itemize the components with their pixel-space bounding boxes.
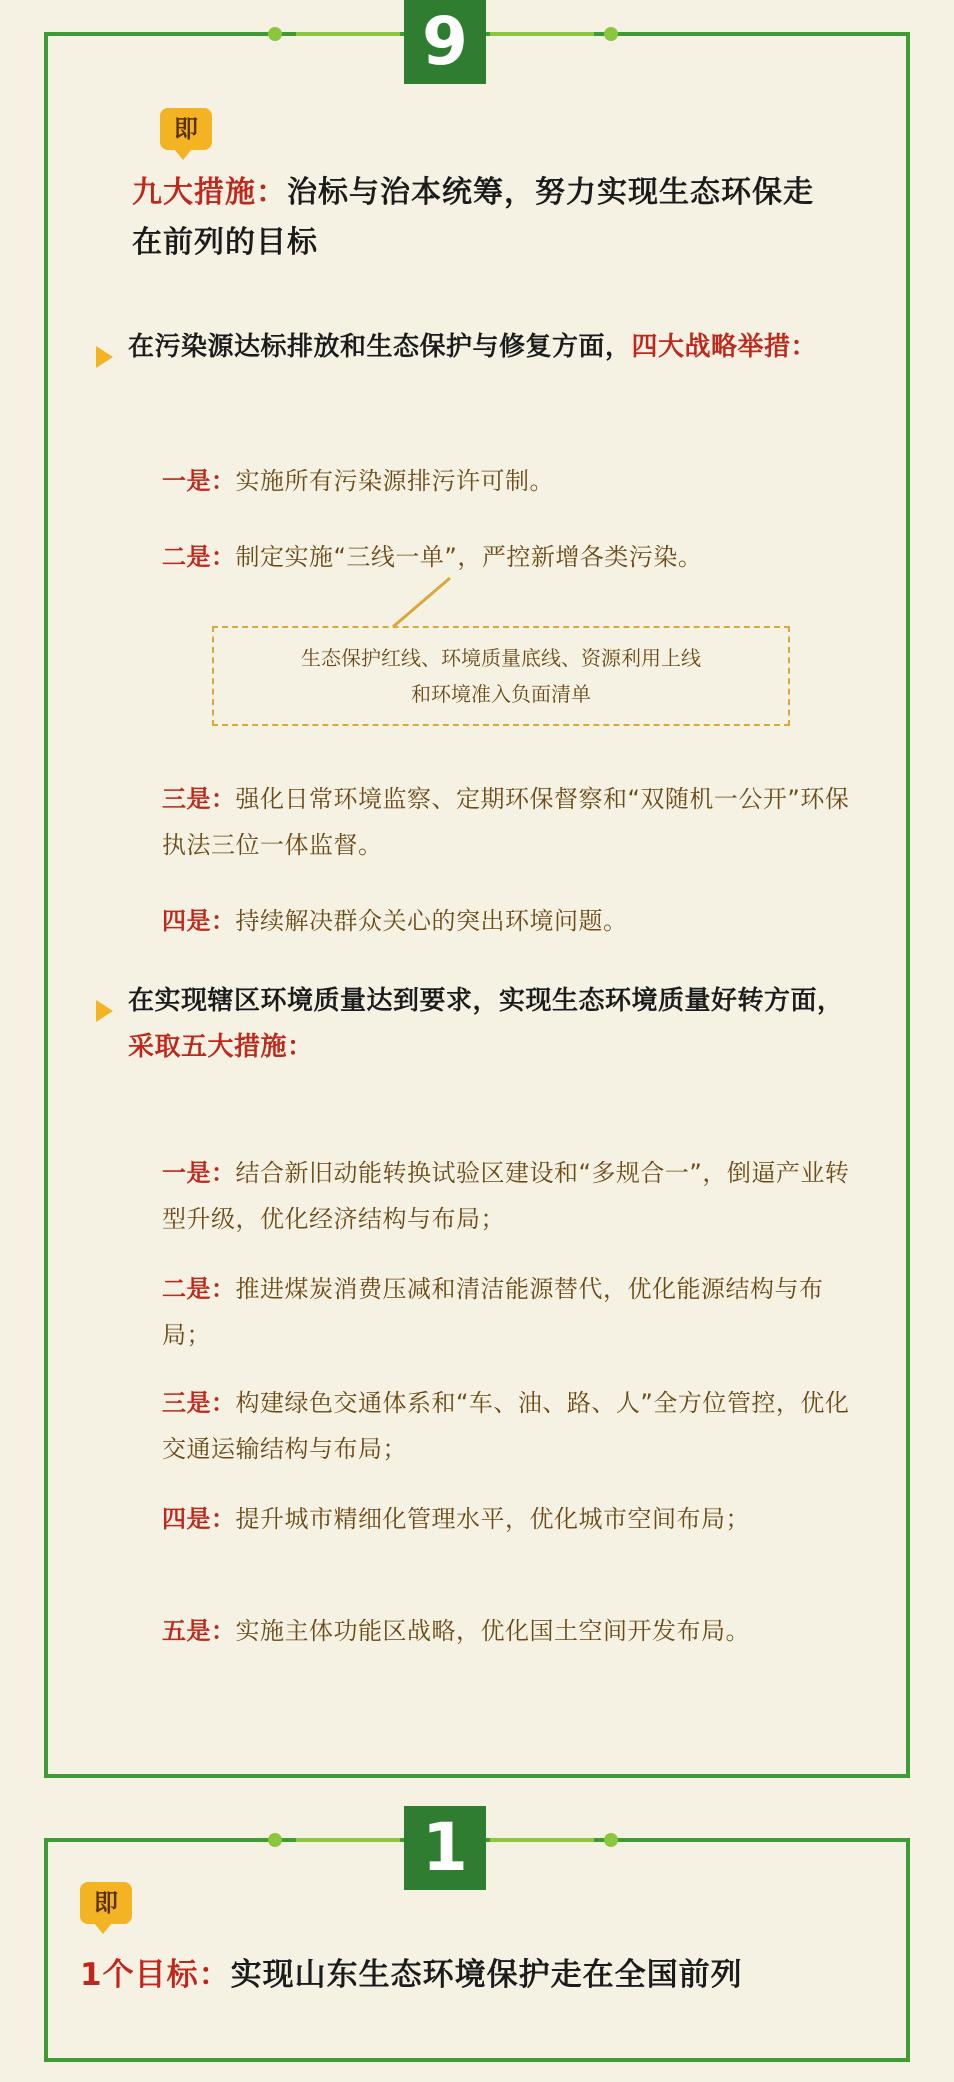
note-box-line-2: 和环境准入负面清单 [411,682,591,706]
list-item-1-1-label: 一是： [162,467,236,495]
section-heading-nine-rest: 治标与治本统筹，努力实现生态环保走在前列的目标 [132,175,814,260]
section-badge-one: 1 [404,1806,486,1890]
list-item-2-2-text: 推进煤炭消费压减和清洁能源替代，优化能源结构与布局； [162,1275,824,1349]
section-heading-nine-red: 九大措施： [132,175,287,210]
list-item-2-1 [162,1150,862,1242]
list-item-2-3-label: 三是： [162,1389,236,1417]
note-box-line-1: 生态保护红线、环境质量底线、资源利用上线 [301,646,701,670]
group-title-2-dark: 在实现辖区环境质量达到要求，实现生态环境质量好转方面， [128,986,844,1016]
list-item-2-4-text: 提升城市精细化管理水平，优化城市空间布局； [235,1505,750,1533]
list-item-2-3 [162,1380,862,1472]
list-item-1-3-label: 三是： [162,785,236,813]
list-item-1-1-text: 实施所有污染源排污许可制。 [235,467,554,495]
connector-line-right-one [490,1838,594,1842]
group-title-1-red: 四大战略举措： [631,332,818,362]
connector-dot-right-one [604,1833,618,1847]
list-item-2-1-label: 一是： [162,1159,236,1187]
section-heading-one-rest: 实现山东生态环境保护走在全国前列 [230,1957,743,1993]
section-heading-one-red: 1个目标： [80,1957,231,1993]
list-item-1-4-label: 四是： [162,907,236,935]
list-item-1-2-label: 二是： [162,543,236,571]
list-item-1-3-text: 强化日常环境监察、定期环保督察和“双随机一公开”环保执法三位一体监督。 [162,785,850,859]
section-badge-nine: 9 [404,0,486,84]
connector-dot-right-nine [604,27,618,41]
connector-line-left-nine [296,32,400,36]
list-item-2-4-label: 四是： [162,1505,236,1533]
list-item-1-3 [162,776,862,868]
list-item-2-4 [162,1496,862,1542]
list-item-2-3-text: 构建绿色交通体系和“车、油、路、人”全方位管控，优化交通运输结构与布局； [162,1389,850,1463]
list-item-1-4 [162,898,862,944]
connector-dot-left-one [268,1833,282,1847]
list-item-1-2 [162,534,862,580]
list-item-2-5 [162,1608,862,1654]
list-item-1-1 [162,458,862,504]
speech-bubble-one: 即 [80,1882,132,1924]
connector-dot-left-nine [268,27,282,41]
list-item-2-5-text: 实施主体功能区战略，优化国土空间开发布局。 [235,1617,750,1645]
section-heading-nine [132,168,832,268]
bullet-triangle-group-1 [96,346,113,368]
list-item-2-5-label: 五是： [162,1617,236,1645]
connector-line-left-one [296,1838,400,1842]
list-item-2-2 [162,1266,862,1358]
list-item-2-2-label: 二是： [162,1275,236,1303]
group-title-1-dark: 在污染源达标排放和生态保护与修复方面， [128,332,632,362]
bullet-triangle-group-2 [96,1000,113,1022]
group-title-1 [128,324,868,370]
speech-bubble-nine: 即 [160,108,212,150]
group-title-2-red: 采取五大措施： [128,1032,314,1062]
section-heading-one [80,1950,860,2000]
list-item-1-4-text: 持续解决群众关心的突出环境问题。 [235,907,628,935]
list-item-1-2-text: 制定实施“三线一单”，严控新增各类污染。 [235,543,703,571]
connector-line-right-nine [490,32,594,36]
note-box-three-lines [212,626,790,726]
list-item-2-1-text: 结合新旧动能转换试验区建设和“多规合一”，倒逼产业转型升级，优化经济结构与布局； [162,1159,850,1233]
group-title-2 [128,978,868,1070]
